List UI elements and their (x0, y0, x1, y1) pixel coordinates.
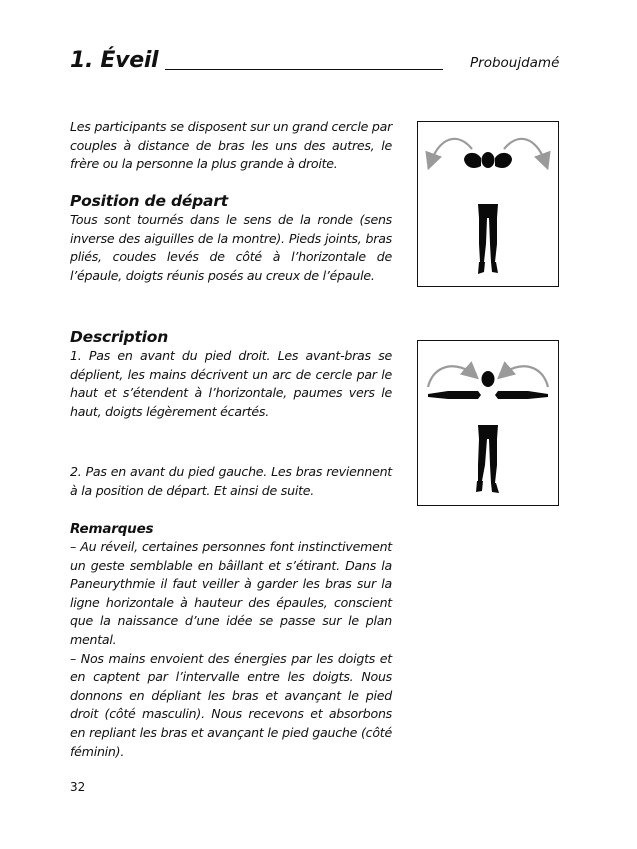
description-step-2: 2. Pas en avant du pied gauche. Les bras reviennent à la position de départ. Et ainsi de suite. (70, 464, 392, 498)
intro-section (70, 118, 392, 174)
left-extended-arm-shape (428, 391, 481, 399)
right-leg-shape (489, 218, 497, 262)
right-bent-arm-shape (495, 153, 512, 168)
remarques-heading: Remarques (70, 521, 154, 537)
description-section (70, 327, 392, 421)
hips-shape (478, 204, 498, 218)
remarques-paragraph-2: – Nos mains envoient des énergies par les doigts et en captent par l’intervalle entre les doigts. Nous donnons en dépliant les bras et avançant le pied droit (côté masculin). Nous recevons et absorbons en repliant les bras et avançant le pied gauche (côté féminin). (70, 650, 392, 759)
title-rule (165, 69, 443, 70)
left-leg-shape (478, 439, 487, 481)
position-depart-section (70, 191, 392, 285)
right-foot-shape (491, 262, 498, 273)
right-foot-shape (491, 483, 499, 493)
page-title: 1. Éveil (70, 48, 159, 73)
page-subtitle: Proboujdamé (470, 55, 560, 71)
arrow-right-inward-icon (502, 366, 548, 387)
remarques-section (70, 520, 392, 761)
figure-position-depart (417, 121, 559, 287)
description-heading: Description (70, 328, 169, 346)
page-header (70, 46, 570, 86)
page-number: 32 (70, 780, 86, 794)
position-depart-heading: Position de départ (70, 192, 228, 210)
right-extended-arm-shape (495, 391, 548, 399)
arrow-left-inward-icon (428, 366, 474, 387)
left-foot-shape (476, 481, 483, 492)
figure-bras-etendus (417, 340, 559, 506)
description-step-2-section (70, 463, 392, 500)
left-foot-shape (478, 262, 485, 274)
left-leg-shape (479, 218, 487, 262)
remarques-paragraph-1: – Au réveil, certaines personnes font instinctivement un geste semblable en bâillant et s’étirant. Dans la Paneurythmie il faut veiller à garder les bras sur la ligne horizontale à hauteur des épaules, conscient que la naissance d’une idée se passe sur le plan mental. (70, 539, 392, 647)
position-depart-text: Tous sont tournés dans le sens de la ronde (sens inverse des aiguilles de la montre). Pieds joints, bras pliés, coudes levés de côté à l’horizontale de l’épaule, doigts réunis posés au creux de l’épaule. (70, 212, 392, 283)
figure-bras-etendus-illustration (418, 341, 558, 505)
left-bent-arm-shape (464, 153, 481, 168)
head-shape (482, 152, 495, 168)
figure-position-depart-illustration (418, 122, 558, 286)
description-step-1: 1. Pas en avant du pied droit. Les avant-bras se déplient, les mains décrivent un arc de cercle par le haut et s’étendent à l’horizontale, paumes vers le haut, doigts légèrement écartés. (70, 348, 392, 419)
hips-shape (478, 425, 498, 439)
head-shape (482, 371, 495, 387)
right-leg-shape (489, 439, 497, 483)
intro-paragraph: Les participants se disposent sur un grand cercle par couples à distance de bras les uns des autres, le frère ou la personne la plus grande à droite. (70, 119, 392, 172)
